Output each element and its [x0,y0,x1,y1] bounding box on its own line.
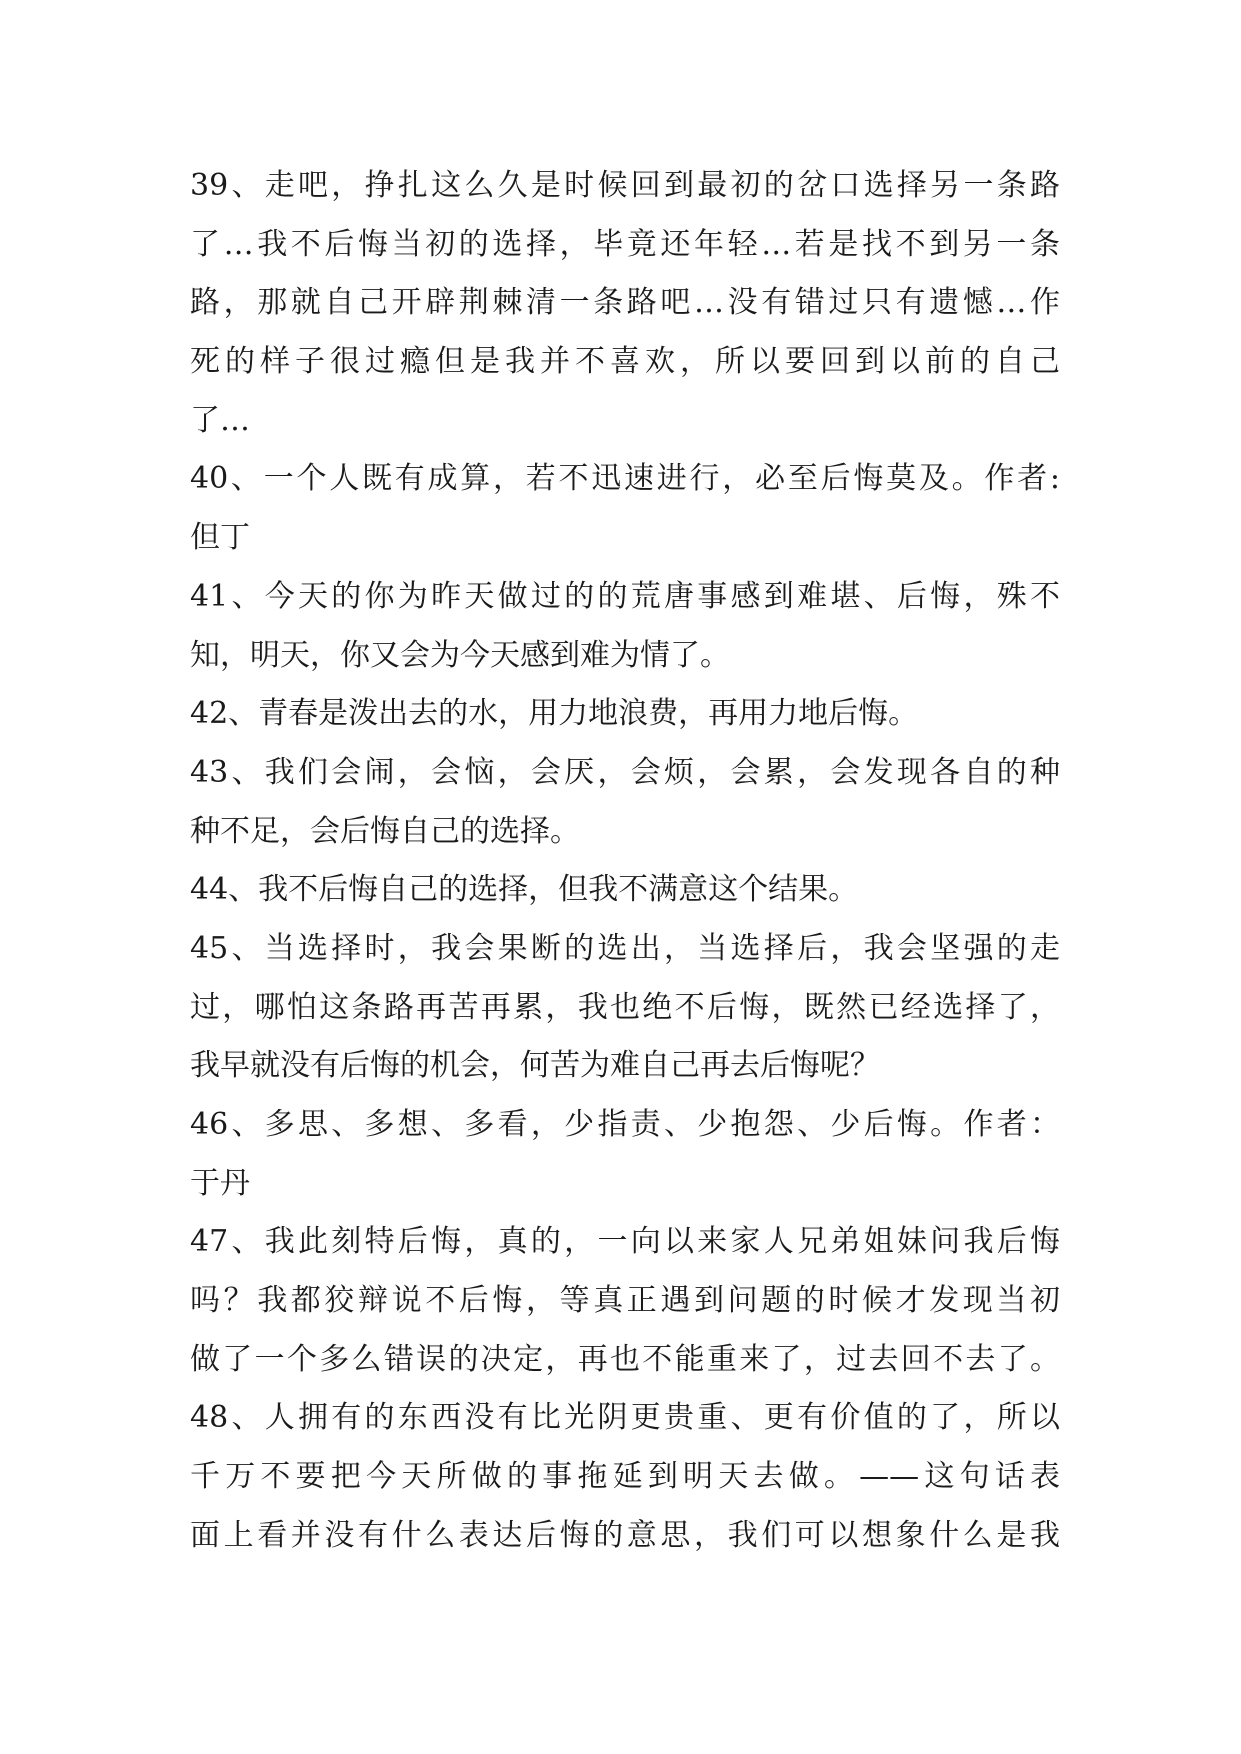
text-line: 40、一个人既有成算，若不迅速进行，必至后悔莫及。作者: [190,461,1060,497]
text-line: 面上看并没有什么表达后悔的意思，我们可以想象什么是我 [190,1517,1060,1553]
text-line: 路，那就自己开辟荆棘清一条路吧…没有错过只有遗憾…作 [190,285,1060,321]
text-line: 我早就没有后悔的机会，何苦为难自己再去后悔呢？ [190,1048,880,1084]
text-line: 39、走吧，挣扎这么久是时候回到最初的岔口选择另一条路 [190,168,1060,203]
text-line: 于丹 [190,1165,250,1201]
document-body [190,157,1060,1566]
text-line: 做了一个多么错误的决定，再也不能重来了，过去回不去了。 [190,1341,1060,1377]
text-line: 死的样子很过瘾但是我并不喜欢，所以要回到以前的自己 [190,344,1060,380]
text-line: 千万不要把今天所做的事拖延到明天去做。——这句话表 [190,1459,1060,1495]
text-line: 知，明天，你又会为今天感到难为情了。 [190,637,730,673]
text-line: 但丁 [190,520,250,556]
text-line: 吗？我都狡辩说不后悔，等真正遇到问题的时候才发现当初 [190,1283,1060,1319]
text-line: 了… [190,402,250,438]
text-line: 种不足，会后悔自己的选择。 [190,813,580,849]
text-line: 46、多思、多想、多看，少指责、少抱怨、少后悔。作者： [190,1107,1060,1142]
text-line: 47、我此刻特后悔，真的，一向以来家人兄弟姐妹问我后悔 [190,1224,1060,1260]
text-line: 44、我不后悔自己的选择，但我不满意这个结果。 [190,872,859,908]
text-line: 过，哪怕这条路再苦再累，我也绝不后悔，既然已经选择了， [190,989,1060,1025]
text-line: 41、今天的你为昨天做过的的荒唐事感到难堪、后悔，殊不 [190,578,1060,614]
text-line: 了…我不后悔当初的选择，毕竟还年轻…若是找不到另一条 [190,226,1060,262]
text-line: 42、青春是泼出去的水，用力地浪费，再用力地后悔。 [190,696,919,732]
text-line: 43、我们会闹，会恼，会厌，会烦，会累，会发现各自的种 [190,754,1060,790]
text-line: 45、当选择时，我会果断的选出，当选择后，我会坚强的走 [190,930,1060,966]
text-line: 48、人拥有的东西没有比光阴更贵重、更有价值的了，所以 [190,1400,1060,1436]
